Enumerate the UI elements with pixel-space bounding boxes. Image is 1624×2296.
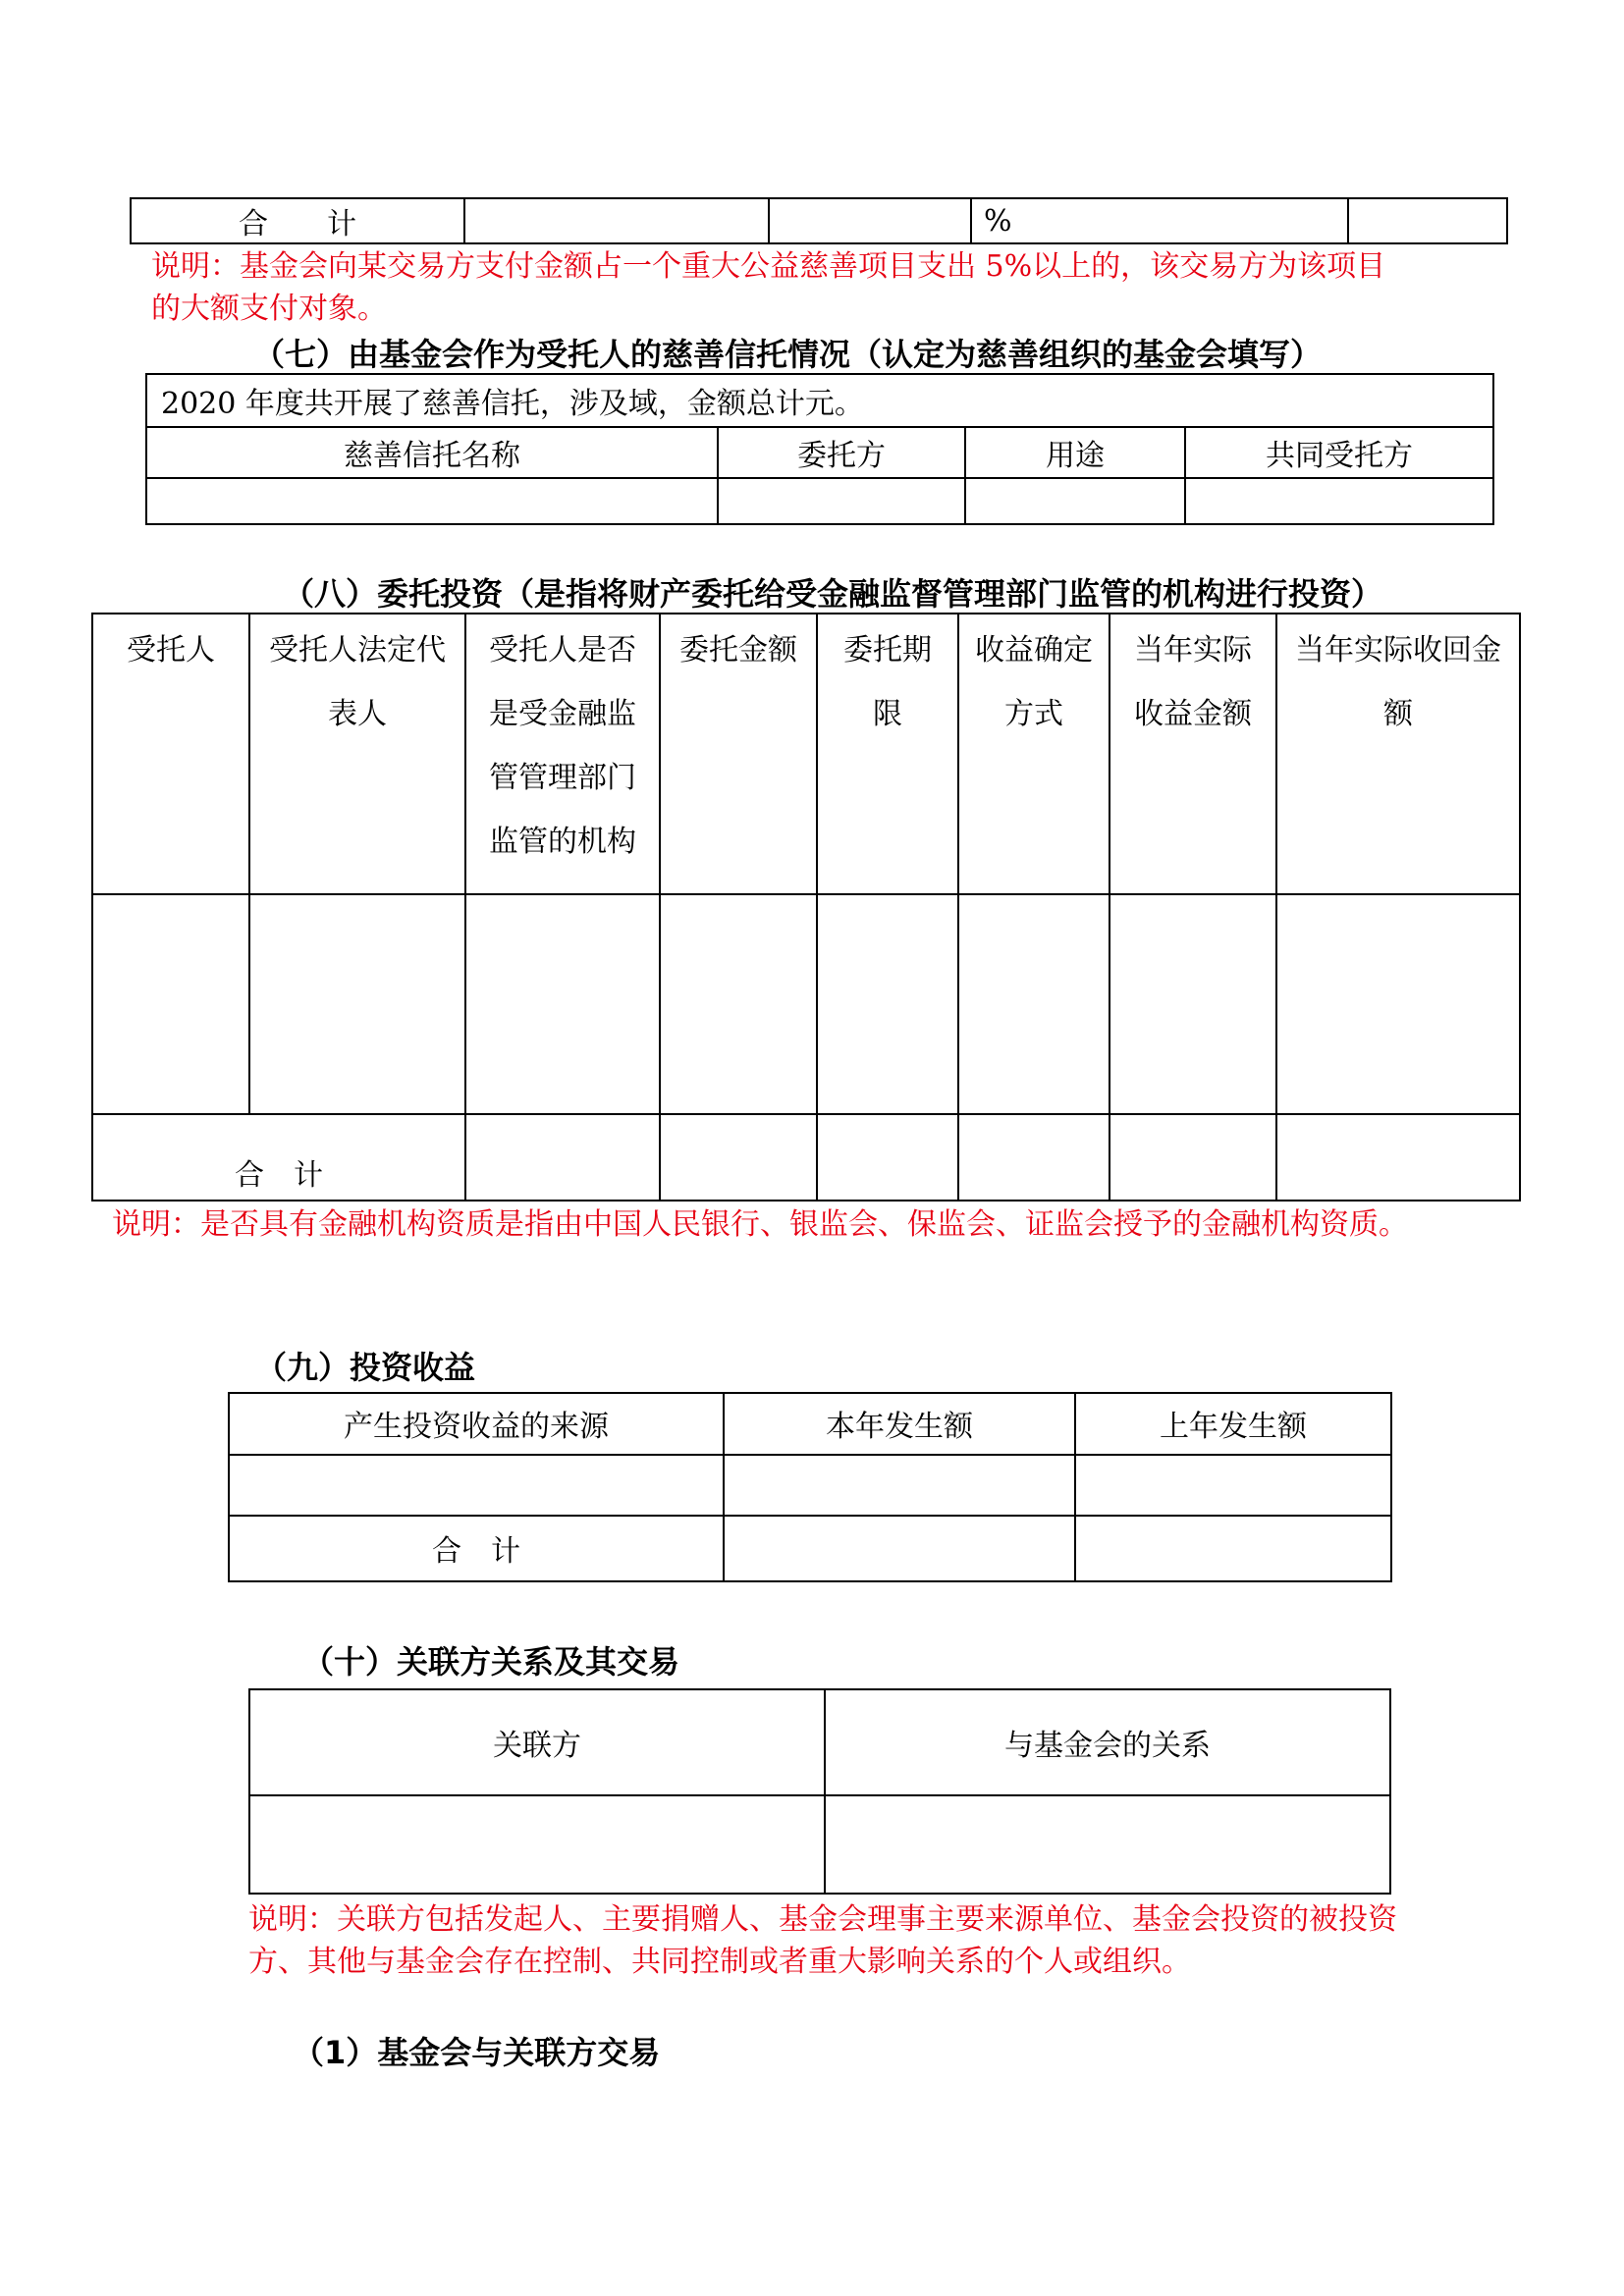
related-party-table — [248, 1688, 1391, 1895]
cell — [958, 894, 1110, 1114]
cell — [465, 1114, 660, 1201]
percent-cell: % — [971, 198, 1348, 243]
cell — [465, 894, 660, 1114]
header-co-trustee: 共同受托方 — [1185, 427, 1493, 478]
cell — [249, 894, 465, 1114]
header-client: 委托方 — [718, 427, 965, 478]
cell — [464, 198, 769, 243]
investment-income-table — [228, 1392, 1392, 1582]
cell — [1075, 1516, 1391, 1581]
cell — [660, 1114, 817, 1201]
header-amount: 委托金额 — [660, 614, 817, 894]
header-actual-recovered: 当年实际收回金额 — [1276, 614, 1520, 894]
entrusted-investment-table — [91, 613, 1521, 1201]
cell — [1110, 1114, 1276, 1201]
cell — [1075, 1455, 1391, 1517]
cell — [1276, 894, 1520, 1114]
subsection1-title: （1）基金会与关联方交易 — [293, 2034, 661, 2071]
top-summary-table — [130, 197, 1508, 244]
financial-qualification-note: 说明：是否具有金融机构资质是指由中国人民银行、银监会、保监会、证监会授予的金融机构资质。 — [112, 1207, 1408, 1242]
section9-title: （九）投资收益 — [255, 1349, 476, 1386]
trust-summary: 2020 年度共开展了慈善信托，涉及域，金额总计元。 — [146, 374, 1493, 427]
header-term: 委托期限 — [817, 614, 958, 894]
cell — [724, 1516, 1075, 1581]
cell — [817, 1114, 958, 1201]
charity-trust-table — [145, 373, 1494, 525]
header-income-method: 收益确定方式 — [958, 614, 1110, 894]
header-legal-rep: 受托人法定代表人 — [249, 614, 465, 894]
cell — [965, 478, 1185, 524]
header-income-source: 产生投资收益的来源 — [229, 1393, 724, 1455]
total-label: 合 计 — [229, 1516, 724, 1581]
total-label: 合 计 — [92, 1114, 465, 1201]
cell — [958, 1114, 1110, 1201]
cell — [249, 1795, 825, 1894]
cell — [1110, 894, 1276, 1114]
cell — [825, 1795, 1390, 1894]
cell — [718, 478, 965, 524]
section10-title: （十）关联方关系及其交易 — [302, 1643, 680, 1681]
cell — [724, 1455, 1075, 1517]
large-payment-note: 说明：基金会向某交易方支付金额占一个重大公益慈善项目支出 5%以上的，该交易方为该项目的大额支付对象。 — [151, 249, 1386, 326]
header-current-year: 本年发生额 — [724, 1393, 1075, 1455]
cell — [1276, 1114, 1520, 1201]
header-regulated: 受托人是否是受金融监管管理部门监管的机构 — [465, 614, 660, 894]
header-related-party: 关联方 — [249, 1689, 825, 1795]
cell — [660, 894, 817, 1114]
cell — [769, 198, 971, 243]
cell — [229, 1455, 724, 1517]
section8-title: （八）委托投资（是指将财产委托给受金融监督管理部门监管的机构进行投资） — [283, 575, 1383, 613]
cell — [92, 894, 249, 1114]
header-trustee: 受托人 — [92, 614, 249, 894]
section7-title: （七）由基金会作为受托人的慈善信托情况（认定为慈善组织的基金会填写） — [253, 336, 1323, 373]
header-purpose: 用途 — [965, 427, 1185, 478]
header-relationship: 与基金会的关系 — [825, 1689, 1390, 1795]
cell — [146, 478, 718, 524]
header-previous-year: 上年发生额 — [1075, 1393, 1391, 1455]
header-actual-income: 当年实际收益金额 — [1110, 614, 1276, 894]
header-trust-name: 慈善信托名称 — [146, 427, 718, 478]
cell — [817, 894, 958, 1114]
related-party-note: 说明：关联方包括发起人、主要捐赠人、基金会理事主要来源单位、基金会投资的被投资方、其他与基金会存在控制、共同控制或者重大影响关系的个人或组织。 — [248, 1902, 1397, 1979]
cell — [1185, 478, 1493, 524]
total-label: 合 计 — [131, 198, 464, 243]
cell — [1348, 198, 1507, 243]
